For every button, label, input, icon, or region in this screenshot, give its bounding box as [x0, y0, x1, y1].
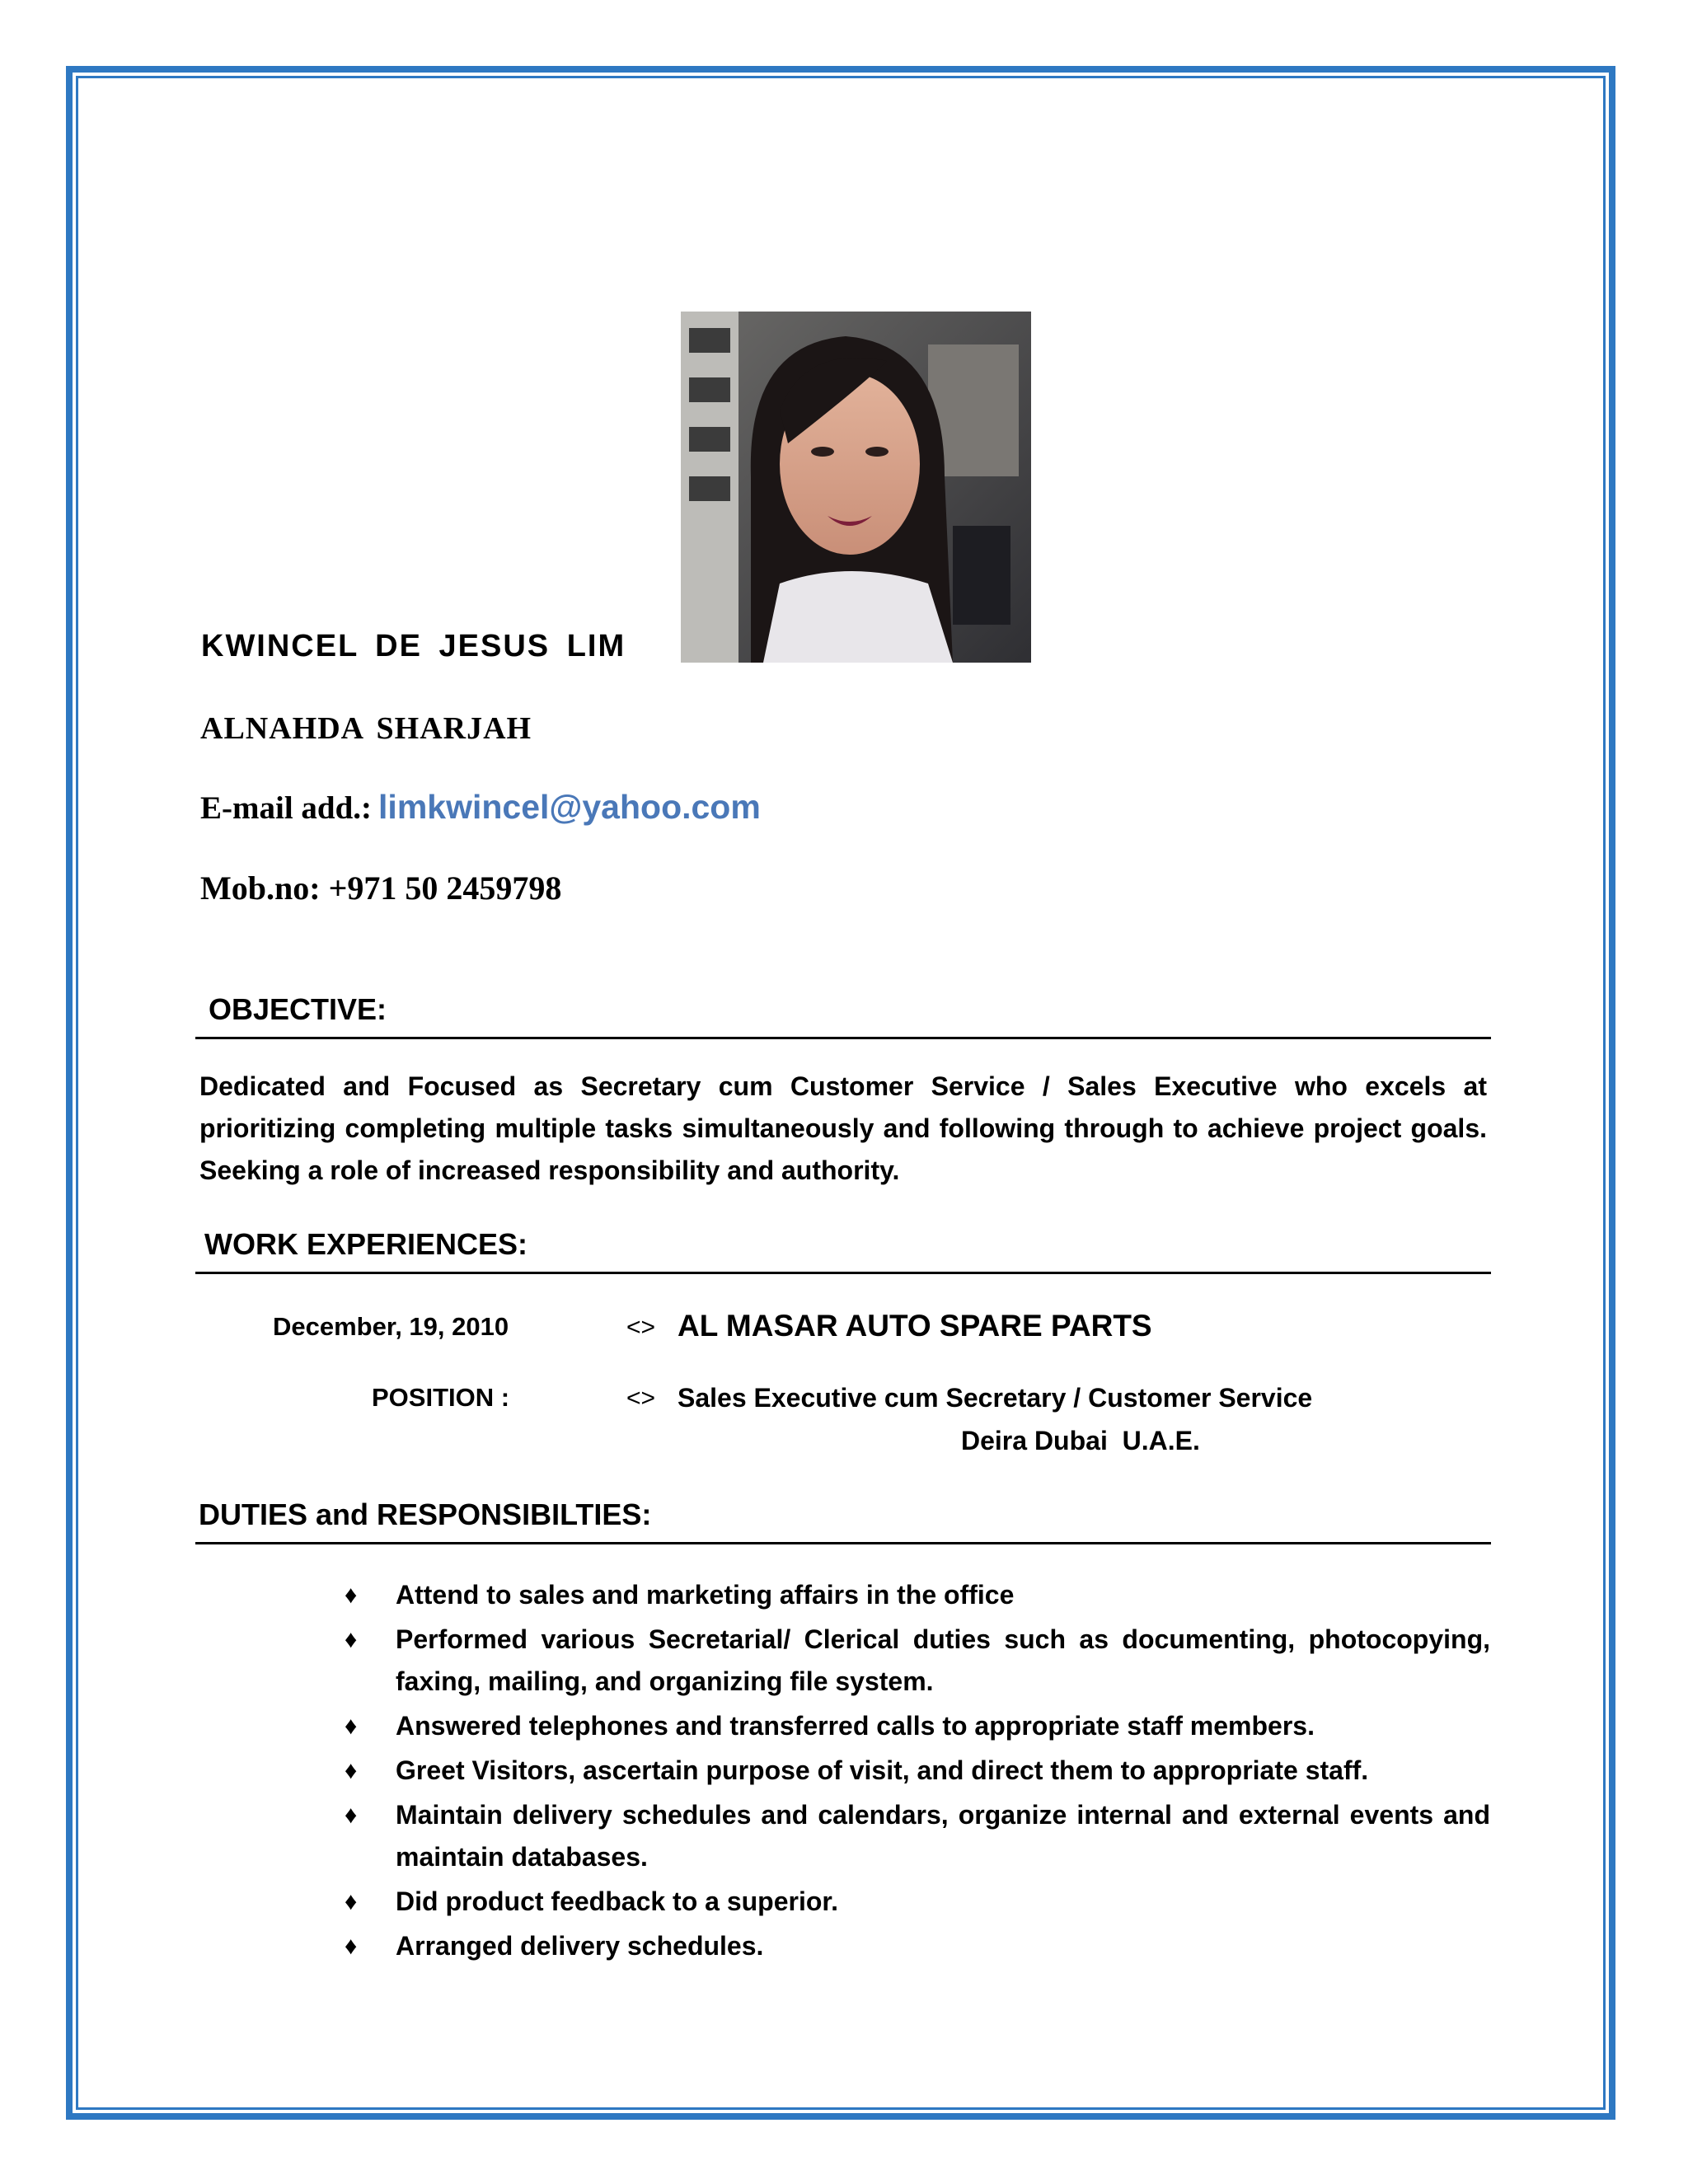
list-item: [345, 1750, 1490, 1792]
diamond-bullet-icon: ♦: [345, 1888, 358, 1915]
list-item: [345, 1574, 1490, 1616]
duty-text: Did product feedback to a superior.: [396, 1886, 838, 1916]
email-label: E-mail add.:: [200, 790, 373, 826]
position-label: POSITION :: [372, 1383, 510, 1412]
duties-divider: [195, 1542, 1491, 1544]
list-item: [345, 1619, 1490, 1703]
work-experience-heading: WORK EXPERIENCES:: [204, 1227, 528, 1261]
objective-text: Dedicated and Focused as Secretary cum Customer Service / Sales Executive who excels at prioritizing completing multiple tasks simultaneously and following through to achieve project goals. Seeking a role of increased responsibility and authority.: [199, 1071, 1487, 1185]
profile-photo: [681, 312, 1031, 663]
duty-text: Maintain delivery schedules and calendars, organize internal and external events and maintain databases.: [396, 1800, 1490, 1872]
duty-text: Answered telephones and transferred calls to appropriate staff members.: [396, 1711, 1315, 1741]
duty-text: Greet Visitors, ascertain purpose of visit, and direct them to appropriate staff.: [396, 1755, 1369, 1785]
list-item: [345, 1925, 1490, 1967]
duty-text: Performed various Secretarial/ Clerical duties such as documenting, photocopying, faxing, mailing, and organizing file system.: [396, 1624, 1490, 1696]
diamond-bullet-icon: ♦: [345, 1626, 358, 1653]
diamond-bullet-icon: ♦: [345, 1713, 358, 1740]
email-link[interactable]: limkwincel@yahoo.com: [378, 788, 761, 826]
duties-heading: DUTIES and RESPONSIBILTIES:: [199, 1497, 652, 1531]
diamond-bullet-icon: ♦: [345, 1757, 358, 1784]
applicant-address: ALNAHDA SHARJAH: [200, 711, 532, 746]
separator-icon: <>: [626, 1314, 656, 1341]
objective-divider: [195, 1037, 1491, 1039]
list-item: [345, 1794, 1490, 1878]
separator-icon: <>: [626, 1385, 656, 1412]
work-location: Deira Dubai U.A.E.: [961, 1426, 1200, 1455]
work-experience-divider: [195, 1272, 1491, 1274]
list-item: [345, 1705, 1490, 1747]
duty-text: Arranged delivery schedules.: [396, 1931, 764, 1961]
diamond-bullet-icon: ♦: [345, 1802, 358, 1829]
mobile-number: Mob.no: +971 50 2459798: [200, 869, 562, 907]
work-start-date: December, 19, 2010: [273, 1312, 509, 1341]
diamond-bullet-icon: ♦: [345, 1582, 358, 1609]
duty-text: Attend to sales and marketing affairs in the office: [396, 1580, 1015, 1610]
company-name: AL MASAR AUTO SPARE PARTS: [678, 1309, 1152, 1343]
objective-heading: OBJECTIVE:: [209, 992, 387, 1026]
position-title: Sales Executive cum Secretary / Customer Service: [678, 1383, 1313, 1413]
duties-list: [345, 1574, 1490, 1970]
email-row: [200, 788, 761, 827]
applicant-name: KWINCEL DE JESUS LIM: [201, 629, 626, 663]
list-item: [345, 1881, 1490, 1923]
diamond-bullet-icon: ♦: [345, 1933, 358, 1960]
